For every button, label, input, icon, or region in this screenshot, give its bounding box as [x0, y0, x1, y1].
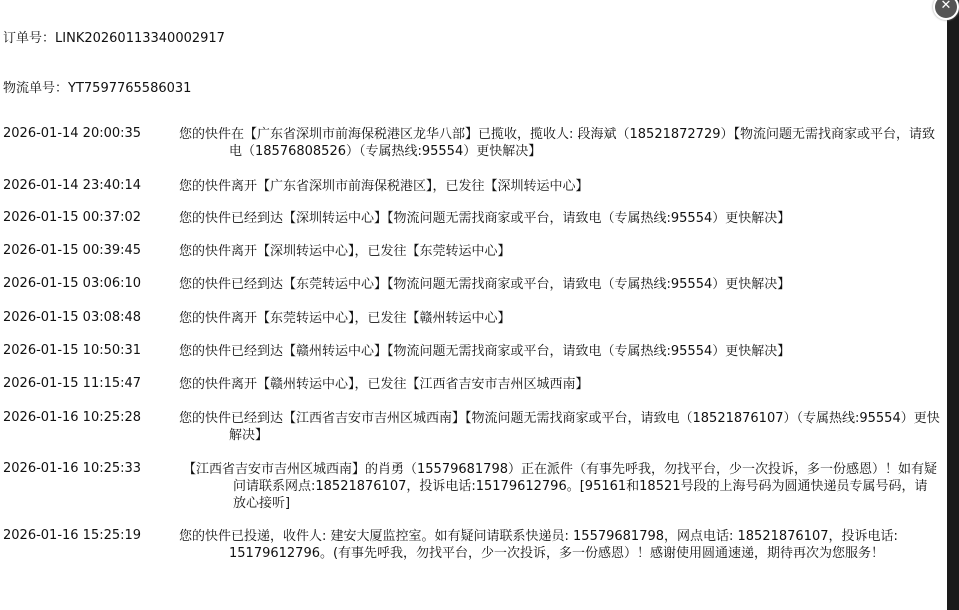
event-text: 您的快件已经到达【江西省吉安市吉州区城西南】【物流问题无需找商家或平台，请致电（18521876107）（专属热线:95554）更快解决】: [179, 411, 940, 443]
event-text: 您的快件已投递，收件人: 建安大厦监控室。如有疑问请联系快递员: 15579681798，网点电话: 18521876107，投诉电话: 15179612796。(有事先呼我，勿找平台，少一次投诉，多一份感恩）！感谢使用圆通速递，期待再次为您服务！: [179, 529, 898, 561]
close-icon[interactable]: ✕: [933, 0, 959, 20]
event-text: 您的快件离开【广东省深圳市前海保税港区】，已发往【深圳转运中心】: [179, 179, 589, 194]
scrollbar[interactable]: [947, 0, 959, 610]
order-number-label: 订单号：: [3, 31, 56, 46]
event-text: 您的快件已经到达【赣州转运中心】【物流问题无需找商家或平台，请致电（专属热线:95554）更快解决】: [179, 344, 791, 359]
event-time: 2026-01-15 10:50:31: [3, 343, 142, 358]
order-number: [3, 27, 225, 46]
order-number-value: LINK20260113340002917: [55, 31, 225, 46]
event-time: 2026-01-15 03:06:10: [3, 276, 142, 291]
logistics-number-value: YT7597765586031: [68, 81, 192, 96]
event-time: 2026-01-15 03:08:48: [3, 310, 142, 325]
event-text: 您的快件离开【东莞转运中心】，已发往【赣州转运中心】: [179, 311, 511, 326]
event-time: 2026-01-15 11:15:47: [3, 376, 142, 391]
event-time: 2026-01-14 23:40:14: [3, 178, 142, 193]
event-time: 2026-01-16 10:25:28: [3, 410, 142, 425]
logistics-number: [3, 77, 191, 96]
event-time: 2026-01-16 10:25:33: [3, 461, 142, 476]
event-text: 您的快件在【广东省深圳市前海保税港区龙华八部】已揽收，揽收人: 段海斌（18521872729）【物流问题无需找商家或平台，请致电（18576808526）（专属热线:95554）更快解决】: [179, 127, 935, 159]
event-time: 2026-01-16 15:25:19: [3, 528, 142, 543]
event-time: 2026-01-14 20:00:35: [3, 126, 142, 141]
event-text: 您的快件离开【赣州转运中心】，已发往【江西省吉安市吉州区城西南】: [179, 377, 589, 392]
event-text: 您的快件已经到达【东莞转运中心】【物流问题无需找商家或平台，请致电（专属热线:95554）更快解决】: [179, 277, 791, 292]
event-time: 2026-01-15 00:39:45: [3, 243, 142, 258]
event-text: 您的快件已经到达【深圳转运中心】【物流问题无需找商家或平台，请致电（专属热线:95554）更快解决】: [179, 211, 791, 226]
event-time: 2026-01-15 00:37:02: [3, 210, 142, 225]
event-text: 【江西省吉安市吉州区城西南】的肖勇（15579681798）正在派件（有事先呼我，勿找平台，少一次投诉，多一份感恩）！如有疑问请联系网点:18521876107，投诉电话:15179612796。[95161和18521号段的上海号码为圆通快递员专属号码，请放心接听]: [183, 462, 937, 511]
logistics-number-label: 物流单号：: [3, 81, 69, 96]
event-text: 您的快件离开【深圳转运中心】，已发往【东莞转运中心】: [179, 244, 511, 259]
